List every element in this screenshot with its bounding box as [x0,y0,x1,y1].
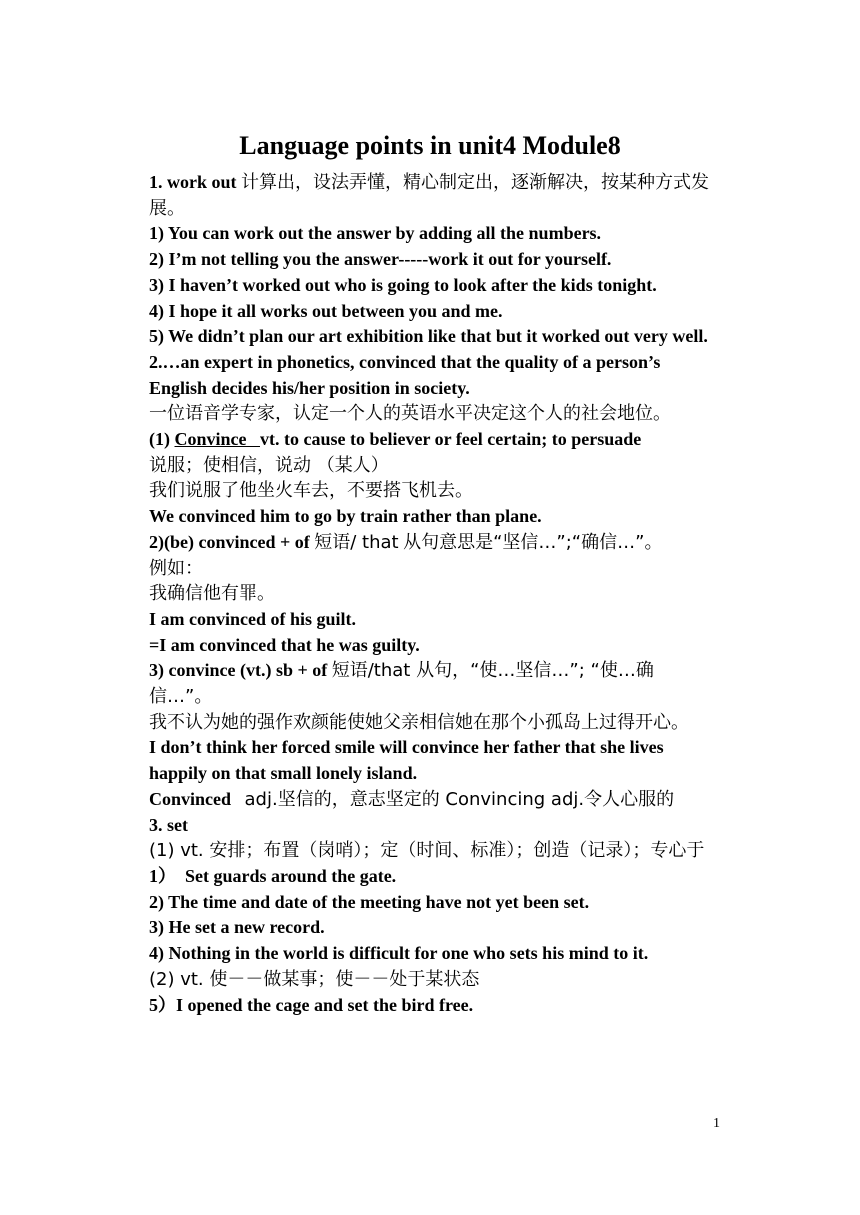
example-line: =I am convinced that he was guilty. [149,634,420,655]
point-3-heading: 3. set [149,814,188,835]
usage-pattern: 3) convince (vt.) sb + of [149,660,328,681]
usage-meaning: 从句意思是“坚信…”;“确信…”。 [403,531,663,553]
set-meaning-line: (2) vt. 使－－做某事；使－－处于某状态 [149,968,480,990]
usage-meaning: 短语/that 从句，“使…坚信…”; “使…确信…”。 [149,660,654,708]
example-line: I don’t think her forced smile will convince her father that she lives happily on that small lonely island. [149,737,664,784]
translation-line: 我不认为她的强作欢颜能使她父亲相信她在那个小孤岛上过得开心。 [149,711,689,733]
example-line: 1) You can work out the answer by adding all the numbers. [149,223,602,244]
example-line: 3) I haven’t worked out who is going to look after the kids tonight. [149,274,657,295]
derived-meaning: adj.坚信的，意志坚定的 Convincing adj.令人心服的 [244,788,675,810]
convince-meaning: vt. to cause to believer or feel certain; to persuade [260,429,642,450]
example-line: 2) I’m not telling you the answer-----work it out for yourself. [149,249,612,270]
example-line: We convinced him to go by train rather than plane. [149,506,542,527]
usage-line [149,658,715,709]
def-number: (1) [149,429,170,450]
usage-line [149,530,715,556]
convince-definition [149,427,715,453]
example-line: 4) Nothing in the world is difficult for one who sets his mind to it. [149,943,649,964]
point-2-heading: 2.…an expert in phonetics, convinced that the quality of a person’s English decides his/her position in society. [149,351,661,398]
example-line: 1） Set guards around the gate. [149,865,397,886]
example-line: 5) We didn’t plan our art exhibition like that but it worked out very well. [149,326,708,347]
translation-line: 例如： [149,557,203,579]
example-line: 4) I hope it all works out between you and me. [149,300,503,321]
point-1-heading [149,170,715,221]
usage-pattern: 2)(be) convinced + of [149,531,310,552]
example-line: 2) The time and date of the meeting have not yet been set. [149,891,590,912]
set-meaning-line: (1) vt. 安排；布置（岗哨）；定（时间、标准）；创造（记录）；专心于 [149,840,705,862]
translation-line: 说服；使相信，说动 （某人） [149,454,389,476]
translation-line: 我确信他有罪。 [149,583,275,605]
derived-word: Convinced [149,788,232,809]
page-number: 1 [713,1116,720,1131]
convince-term: Convince [174,429,247,450]
example-line: 5）I opened the cage and set the bird free. [149,994,474,1015]
usage-phrase: 短语/ that [314,531,399,553]
derived-words-line [149,787,715,813]
translation-line: 我们说服了他坐火车去，不要搭飞机去。 [149,480,473,502]
example-line: 3) He set a new record. [149,917,325,938]
translation-line: 一位语音学专家，认定一个人的英语水平决定这个人的社会地位。 [149,403,671,425]
point-1-term: 1. work out [149,172,237,192]
example-line: I am convinced of his guilt. [149,608,357,629]
document-title: Language points in unit4 Module8 [239,131,621,160]
document-body [149,170,715,1018]
point-1-meaning: 计算出，设法弄懂，精心制定出，逐渐解决，按某种方式发展。 [149,172,710,219]
